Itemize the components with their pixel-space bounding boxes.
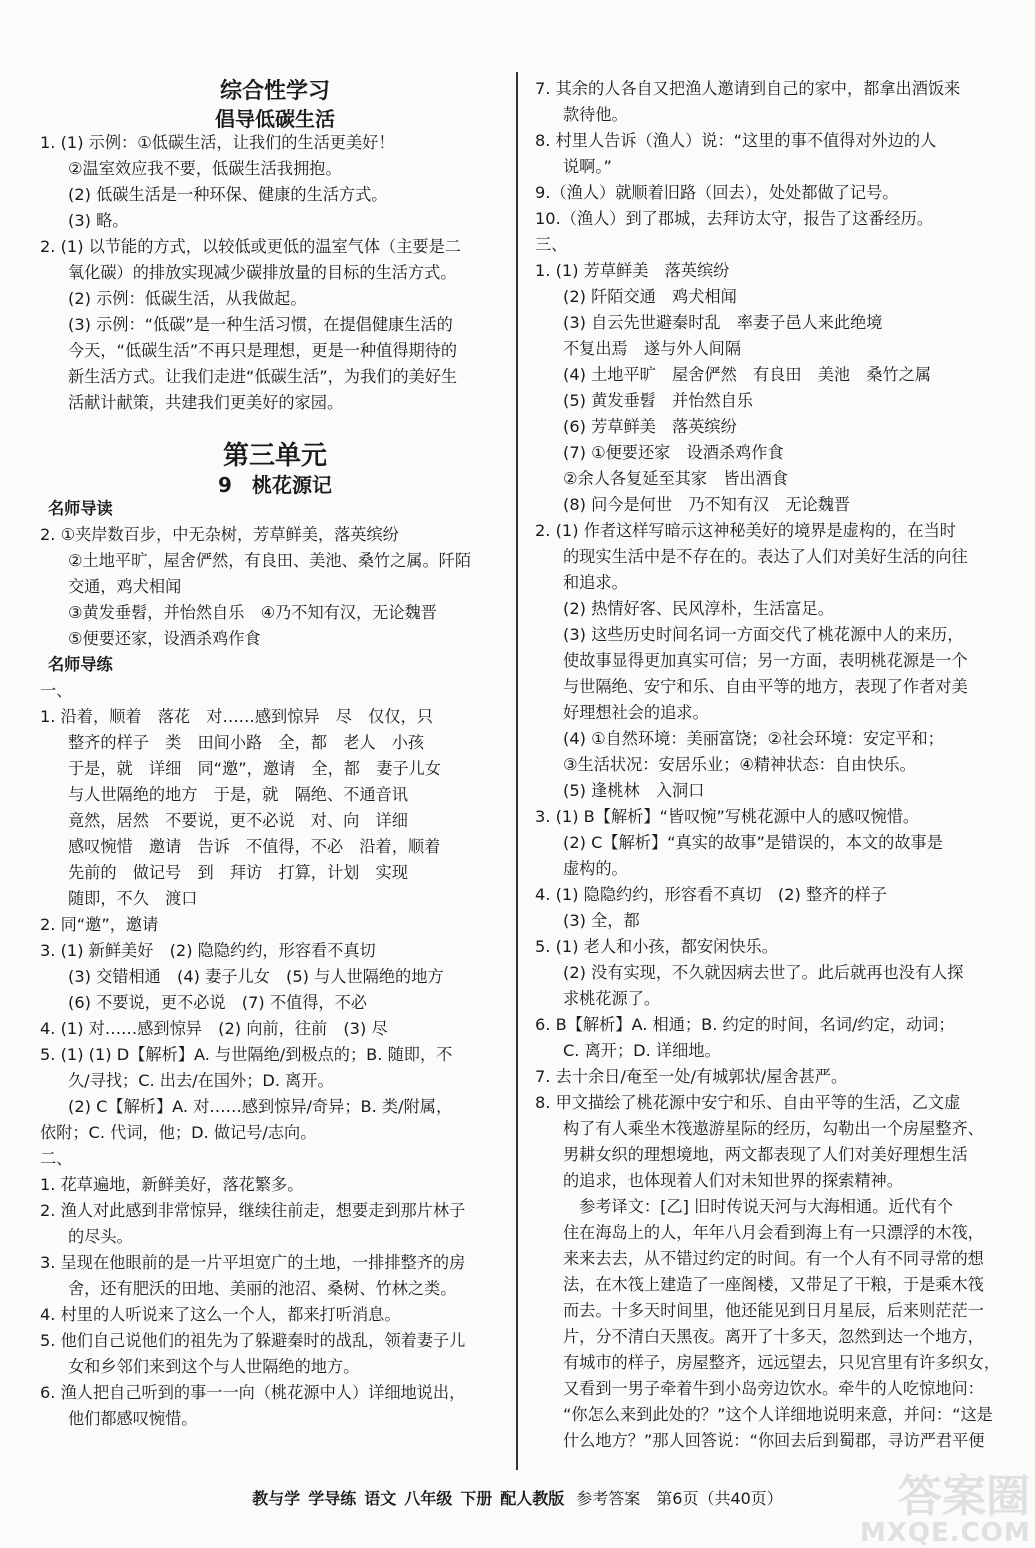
answer-line: 1. 花草遍地，新鲜美好，落花繁多。 xyxy=(40,1175,304,1194)
answer-line: 5. (1) 老人和小孩，都安闲快乐。 xyxy=(535,937,778,956)
answer-line: 于是，就 详细 同“邀”，邀请 全，都 妻子儿女 xyxy=(68,759,441,778)
answer-line: (2) 没有实现，不久就因病去世了。此后就再也没有人探 xyxy=(563,963,964,982)
footer-book-info: 教与学 xyxy=(252,1489,301,1508)
footer-book-info: 学导练 xyxy=(308,1489,357,1508)
answer-line: (3) 自云先世避秦时乱 率妻子邑人来此绝境 xyxy=(563,313,883,332)
answer-line: ②温室效应我不要，低碳生活我拥抱。 xyxy=(68,159,342,178)
answer-line: 依附；C. 代词，他；D. 做记号/志向。 xyxy=(40,1123,317,1142)
answer-line: 有城市的样子，房屋整齐，远远望去，只见宫里有许多织女， xyxy=(563,1353,1001,1372)
answer-line: 参考译文：[乙] 旧时传说天河与大海相通。近代有个 xyxy=(563,1197,954,1216)
answer-line: ②余人各复延至其家 皆出酒食 xyxy=(563,469,788,488)
answer-line: (2) 阡陌交通 鸡犬相闻 xyxy=(563,287,737,306)
answer-line: 的现实生活中是不存在的。表达了人们对美好生活的向往 xyxy=(563,547,968,566)
section-label: 名师导读 xyxy=(48,499,113,518)
answer-line: 9.（渔人）就顺着旧路（回去），处处都做了记号。 xyxy=(535,183,899,202)
answer-line: C. 离开；D. 详细地。 xyxy=(563,1041,721,1060)
answer-line: 2. ①夹岸数百步，中无杂树，芳草鲜美，落英缤纷 xyxy=(40,525,399,544)
answer-line: 3. (1) B【解析】“皆叹惋”写桃花源中人的感叹惋惜。 xyxy=(535,807,920,826)
answer-line: (3) 全，都 xyxy=(563,911,640,930)
answer-line: (2) 热情好客、民风淳朴，生活富足。 xyxy=(563,599,834,618)
answer-line: 与世隔绝、安宁和乐、自由平等的地方，表现了作者对美 xyxy=(563,677,968,696)
answer-line: 虚构的。 xyxy=(563,859,628,878)
answer-line: 新生活方式。让我们走进“低碳生活”，为我们的美好生 xyxy=(68,367,458,386)
footer-book-info: 八年级 xyxy=(404,1489,453,1508)
footer-book-info: 配人教版 xyxy=(500,1489,565,1508)
answer-line: 他们都感叹惋惜。 xyxy=(68,1409,198,1428)
left-column xyxy=(40,0,510,1536)
answer-line: 交通，鸡犬相闻 xyxy=(68,577,182,596)
answer-line: 一、 xyxy=(40,681,73,700)
footer-book-info: 下册 xyxy=(460,1489,493,1508)
answer-line: (2) 示例：低碳生活，从我做起。 xyxy=(68,289,307,308)
answer-line: 说啊。” xyxy=(563,157,612,176)
answer-line: (3) 交错相通 (4) 妻子儿女 (5) 与人世隔绝的地方 xyxy=(68,967,444,986)
answer-line: 求桃花源了。 xyxy=(563,989,661,1008)
answer-line: 与人世隔绝的地方 于是，就 隔绝、不通音讯 xyxy=(68,785,408,804)
answer-line: 今天，“低碳生活”不再只是理想，更是一种值得期待的 xyxy=(68,341,458,360)
answer-line: (2) C【解析】A. 对……感到惊异/奇异；B. 类/附属， xyxy=(68,1097,453,1116)
answer-line: 3. 呈现在他眼前的是一片平坦宽广的土地，一排排整齐的房 xyxy=(40,1253,466,1272)
answer-line: (2) 低碳生活是一种环保、健康的生活方式。 xyxy=(68,185,388,204)
answer-line: (6) 芳草鲜美 落英缤纷 xyxy=(563,417,737,436)
answer-line: (6) 不要说，更不必说 (7) 不值得，不必 xyxy=(68,993,367,1012)
answer-line: 6. 渔人把自己听到的事一一向（桃花源中人）详细地说出， xyxy=(40,1383,466,1402)
watermark-logo xyxy=(860,1460,1031,1548)
answer-line: 8. 甲文描绘了桃花源中安宁和乐、自由平等的生活，乙文虚 xyxy=(535,1093,961,1112)
answer-line: 1. 沿着，顺着 落花 对……感到惊异 尽 仅仅，只 xyxy=(40,707,433,726)
answer-line: 构了有人乘坐木筏遨游星际的经历，勾勒出一个房屋整齐、 xyxy=(563,1119,984,1138)
section-label: 名师导练 xyxy=(48,655,113,674)
answer-line: 来来去去，从不错过约定的时间。有一个人有不同寻常的想 xyxy=(563,1249,984,1268)
answer-line: 4. (1) 对……感到惊异 (2) 向前，往前 (3) 尽 xyxy=(40,1019,388,1038)
watermark-url: MXQE.COM xyxy=(860,1518,1031,1548)
answer-line: (3) 略。 xyxy=(68,211,129,230)
answer-line: 活献计献策，共建我们更美好的家园。 xyxy=(68,393,344,412)
watermark-text: 答案圈 xyxy=(898,1471,1030,1522)
answer-line: 2. 渔人对此感到非常惊异，继续往前走，想要走到那片林子 xyxy=(40,1201,466,1220)
answer-line: 竟然，居然 不要说，更不必说 对、向 详细 xyxy=(68,811,408,830)
answer-line: 4. (1) 隐隐约约，形容看不真切 (2) 整齐的样子 xyxy=(535,885,887,904)
answer-line: 2. 同“邀”，邀请 xyxy=(40,915,159,934)
answer-line: 感叹惋惜 邀请 告诉 不值得，不必 沿着，顺着 xyxy=(68,837,441,856)
answer-line: 款待他。 xyxy=(563,105,628,124)
answer-line: 5. 他们自己说他们的祖先为了躲避秦时的战乱，领着妻子儿 xyxy=(40,1331,466,1350)
answer-line: (7) ①便要还家 设酒杀鸡作食 xyxy=(563,443,784,462)
answer-line: 1. (1) 示例：①低碳生活，让我们的生活更美好！ xyxy=(40,133,395,152)
answer-line: (5) 黄发垂髫 并怡然自乐 xyxy=(563,391,753,410)
answer-line: 和追求。 xyxy=(563,573,628,592)
answer-line: 片，分不清白天黑夜。离开了十多天，忽然到达一个地方， xyxy=(563,1327,984,1346)
section-title: 9 桃花源记 xyxy=(218,473,332,497)
answer-line: 又看到一男子牵着牛到小岛旁边饮水。牵牛的人吃惊地问： xyxy=(563,1379,984,1398)
answer-line: (8) 问今是何世 乃不知有汉 无论魏晋 xyxy=(563,495,851,514)
answer-line: 使故事显得更加真实可信；另一方面，表明桃花源是一个 xyxy=(563,651,968,670)
answer-line: 住在海岛上的人，年年八月会看到海上有一只漂浮的木筏， xyxy=(563,1223,984,1242)
answer-line: 4. 村里的人听说来了这么一个人，都来打听消息。 xyxy=(40,1305,401,1324)
answer-line: 2. (1) 作者这样写暗示这神秘美好的境界是虚构的，在当时 xyxy=(535,521,956,540)
answer-line: 8. 村里人告诉（渔人）说：“这里的事不值得对外边的人 xyxy=(535,131,937,150)
right-column xyxy=(535,0,1005,1536)
answer-line: 3. (1) 新鲜美好 (2) 隐隐约约，形容看不真切 xyxy=(40,941,376,960)
answer-line: 女和乡邻们来到这个与人世隔绝的地方。 xyxy=(68,1357,360,1376)
answer-line: 男耕女织的理想境地，两文都表现了人们对美好理想生活 xyxy=(563,1145,968,1164)
answer-line: ②土地平旷，屋舍俨然，有良田、美池、桑竹之属。阡陌 xyxy=(68,551,472,570)
answer-line: 先前的 做记号 到 拜访 打算，计划 实现 xyxy=(68,863,408,882)
answer-line: (5) 逢桃林 入洞口 xyxy=(563,781,705,800)
answer-line: “你怎么来到此处的？”这个人详细地说明来意，并问：“这是 xyxy=(563,1405,993,1424)
answer-line: 舍，还有肥沃的田地、美丽的池沼、桑树、竹林之类。 xyxy=(68,1279,457,1298)
answer-line: 不复出焉 遂与外人间隔 xyxy=(563,339,742,358)
footer-page-number: 参考答案 第6页（共40页） xyxy=(576,1489,783,1508)
answer-line: 法，在木筏上建造了一座阁楼，又带足了干粮，于是乘木筏 xyxy=(563,1275,984,1294)
answer-line: 二、 xyxy=(40,1149,73,1168)
answer-line: 7. 去十余日/奄至一处/有城郭状/屋舍甚严。 xyxy=(535,1067,848,1086)
answer-line: (3) 这些历史时间名词一方面交代了桃花源中人的来历， xyxy=(563,625,964,644)
answer-line: 久/寻找；C. 出去/在国外；D. 离开。 xyxy=(68,1071,334,1090)
footer-book-info: 语文 xyxy=(364,1489,397,1508)
answer-line: 随即，不久 渡口 xyxy=(68,889,198,908)
answer-line: ③生活状况：安居乐业；④精神状态：自由快乐。 xyxy=(563,755,916,774)
section-title: 综合性学习 xyxy=(219,79,330,104)
section-title: 倡导低碳生活 xyxy=(215,107,335,131)
answer-line: 1. (1) 芳草鲜美 落英缤纷 xyxy=(535,261,730,280)
answer-line: 的尽头。 xyxy=(68,1227,133,1246)
answer-line: 什么地方？”那人回答说：“你回去后到蜀郡，寻访严君平便 xyxy=(563,1431,985,1450)
column-divider xyxy=(516,72,518,1470)
answer-line: (4) ①自然环境：美丽富饶；②社会环境：安定平和； xyxy=(563,729,944,748)
answer-line: 而去。十多天时间里，他还能见到日月星辰，后来则茫茫一 xyxy=(563,1301,984,1320)
answer-line: 整齐的样子 类 田间小路 全，都 老人 小孩 xyxy=(68,733,425,752)
answer-line: (4) 土地平旷 屋舍俨然 有良田 美池 桑竹之属 xyxy=(563,365,932,384)
answer-line: 氧化碳）的排放实现减少碳排放量的目标的生活方式。 xyxy=(68,263,457,282)
answer-line: 的追求，也体现着人们对未知世界的探索精神。 xyxy=(563,1171,903,1190)
answer-line: ⑤便要还家，设酒杀鸡作食 xyxy=(68,629,261,648)
answer-line: (3) 示例：“低碳”是一种生活习惯，在提倡健康生活的 xyxy=(68,315,453,334)
answer-line: 好理想社会的追求。 xyxy=(563,703,709,722)
answer-line: 2. (1) 以节能的方式，以较低或更低的温室气体（主要是二 xyxy=(40,237,461,256)
answer-line: 三、 xyxy=(535,235,568,254)
answer-line: 5. (1) (1) D【解析】A. 与世隔绝/到极点的；B. 随即，不 xyxy=(40,1045,453,1064)
section-title: 第三单元 xyxy=(222,441,327,471)
answer-line: 6. B【解析】A. 相通；B. 约定的时间，名词/约定，动词； xyxy=(535,1015,955,1034)
answer-line: ③黄发垂髫，并怡然自乐 ④乃不知有汉，无论魏晋 xyxy=(68,603,437,622)
answer-line: 10.（渔人）到了郡城，去拜访太守，报告了这番经历。 xyxy=(535,209,934,228)
answer-line: 7. 其余的人各自又把渔人邀请到自己的家中，都拿出酒饭来 xyxy=(535,79,961,98)
answer-line: (2) C【解析】“真实的故事”是错误的，本文的故事是 xyxy=(563,833,943,852)
